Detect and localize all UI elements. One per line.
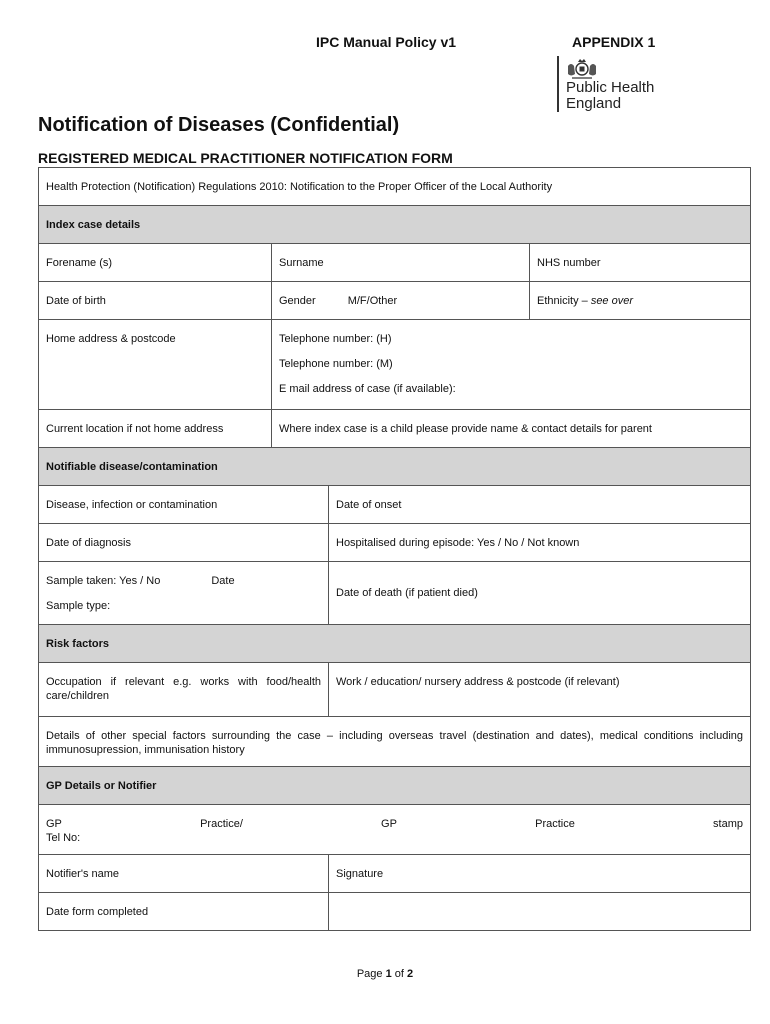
ethnicity-field[interactable] [530,282,751,320]
signature-label: Signature [336,867,384,880]
of-word: of [394,968,404,980]
page-footer [0,968,770,980]
form-row [39,486,751,524]
logo-text-line1: Public Health [566,79,655,96]
dob-label: Date of birth [46,294,106,307]
current-location-label: Current location if not home address [46,422,224,435]
intro-row [39,168,751,206]
occupation-field[interactable] [39,663,329,717]
gender-options: M/F/Other [347,294,398,307]
special-factors-label: Details of other special factors surrounding the case – including overseas travel (destination and dates), medical conditions including immunosupression, immunisation history [46,730,744,756]
hospitalised-label: Hospitalised during episode: Yes / No / Not known [336,536,580,549]
hospitalised-field[interactable] [329,524,751,562]
section-header-row [39,448,751,486]
form-row [39,855,751,893]
dob-field[interactable] [39,282,272,320]
section-risk-factors: Risk factors [39,625,751,663]
section-header-row [39,206,751,244]
form-subtitle: REGISTERED MEDICAL PRACTITIONER NOTIFICATION FORM [38,150,453,166]
page-title: Notification of Diseases (Confidential) [38,114,400,136]
form-row [39,562,751,625]
form-row [39,893,751,931]
contact-details-field[interactable] [272,320,751,410]
surname-field[interactable] [272,244,530,282]
stamp-word: stamp [713,818,744,830]
gender-field[interactable] [272,282,530,320]
royal-crest-icon [565,58,599,80]
phe-logo [555,56,685,116]
appendix-header: APPENDIX 1 [572,34,656,50]
date-onset-field[interactable] [329,486,751,524]
forename-field[interactable] [39,244,272,282]
date-diagnosis-label: Date of diagnosis [46,536,131,549]
email-label: E mail address of case (if available): [279,383,456,395]
date-death-label: Date of death (if patient died) [336,587,478,599]
special-factors-field[interactable] [39,717,751,767]
home-address-field[interactable] [39,320,272,410]
date-completed-value[interactable] [329,893,751,931]
date-death-field[interactable] [329,562,751,625]
form-row [39,282,751,320]
form-row [39,524,751,562]
tel-home-label: Telephone number: (H) [279,333,392,345]
signature-field[interactable] [329,855,751,893]
sample-field[interactable] [39,562,329,625]
ethnicity-label: Ethnicity – [537,294,588,307]
section-gp-details: GP Details or Notifier [39,767,751,805]
nhs-number-field[interactable] [530,244,751,282]
form-row [39,717,751,767]
forename-label: Forename (s) [46,256,113,269]
ethnicity-note: see over [590,294,634,307]
current-location-field[interactable] [39,410,272,448]
gp-tel-label: Tel No: [46,832,81,844]
page-word: Page [356,968,383,980]
occupation-label: Occupation if relevant e.g. works with food/health care/children [46,676,321,702]
form-row [39,663,751,717]
parent-contact-label: Where index case is a child please provide name & contact details for parent [279,422,652,435]
gender-label: Gender [279,294,316,307]
form-row [39,244,751,282]
gp-word: GP [46,818,62,830]
form-row [39,805,751,855]
date-diagnosis-field[interactable] [39,524,329,562]
gp-word: GP [381,818,397,830]
notifier-name-field[interactable] [39,855,329,893]
page-number: 1 [385,968,392,980]
disease-field[interactable] [39,486,329,524]
logo-text-line2: England [566,95,622,112]
parent-contact-field[interactable] [272,410,751,448]
practice-word: Practice/ [200,818,243,830]
form-row [39,320,751,410]
date-completed-label: Date form completed [46,905,149,918]
work-address-field[interactable] [329,663,751,717]
home-address-label: Home address & postcode [46,333,176,345]
tel-mobile-label: Telephone number: (M) [279,358,393,370]
surname-label: Surname [279,256,324,269]
practice-word: Practice [535,818,575,830]
logo-divider [557,56,559,112]
sample-type-label: Sample type: [46,600,111,612]
disease-label: Disease, infection or contamination [46,498,218,511]
policy-header: IPC Manual Policy v1 [316,34,457,50]
page-total: 2 [407,968,414,980]
form-row [39,410,751,448]
section-header-row [39,767,751,805]
date-completed-field[interactable] [39,893,329,931]
gp-details-field[interactable] [39,805,751,855]
intro-cell: Health Protection (Notification) Regulations 2010: Notification to the Proper Officer of the Local Authority [39,168,751,206]
notification-form-table [38,167,751,931]
date-onset-label: Date of onset [336,498,402,511]
gp-details-line [46,817,743,831]
section-header-row [39,625,751,663]
nhs-number-label: NHS number [537,256,601,269]
notifier-name-label: Notifier's name [46,867,120,880]
sample-taken-label: Sample taken: Yes / No [46,575,161,587]
sample-date-label: Date [211,575,235,587]
section-notifiable-disease: Notifiable disease/contamination [39,448,751,486]
section-index-case: Index case details [39,206,751,244]
work-address-label: Work / education/ nursery address & postcode (if relevant) [336,676,620,688]
